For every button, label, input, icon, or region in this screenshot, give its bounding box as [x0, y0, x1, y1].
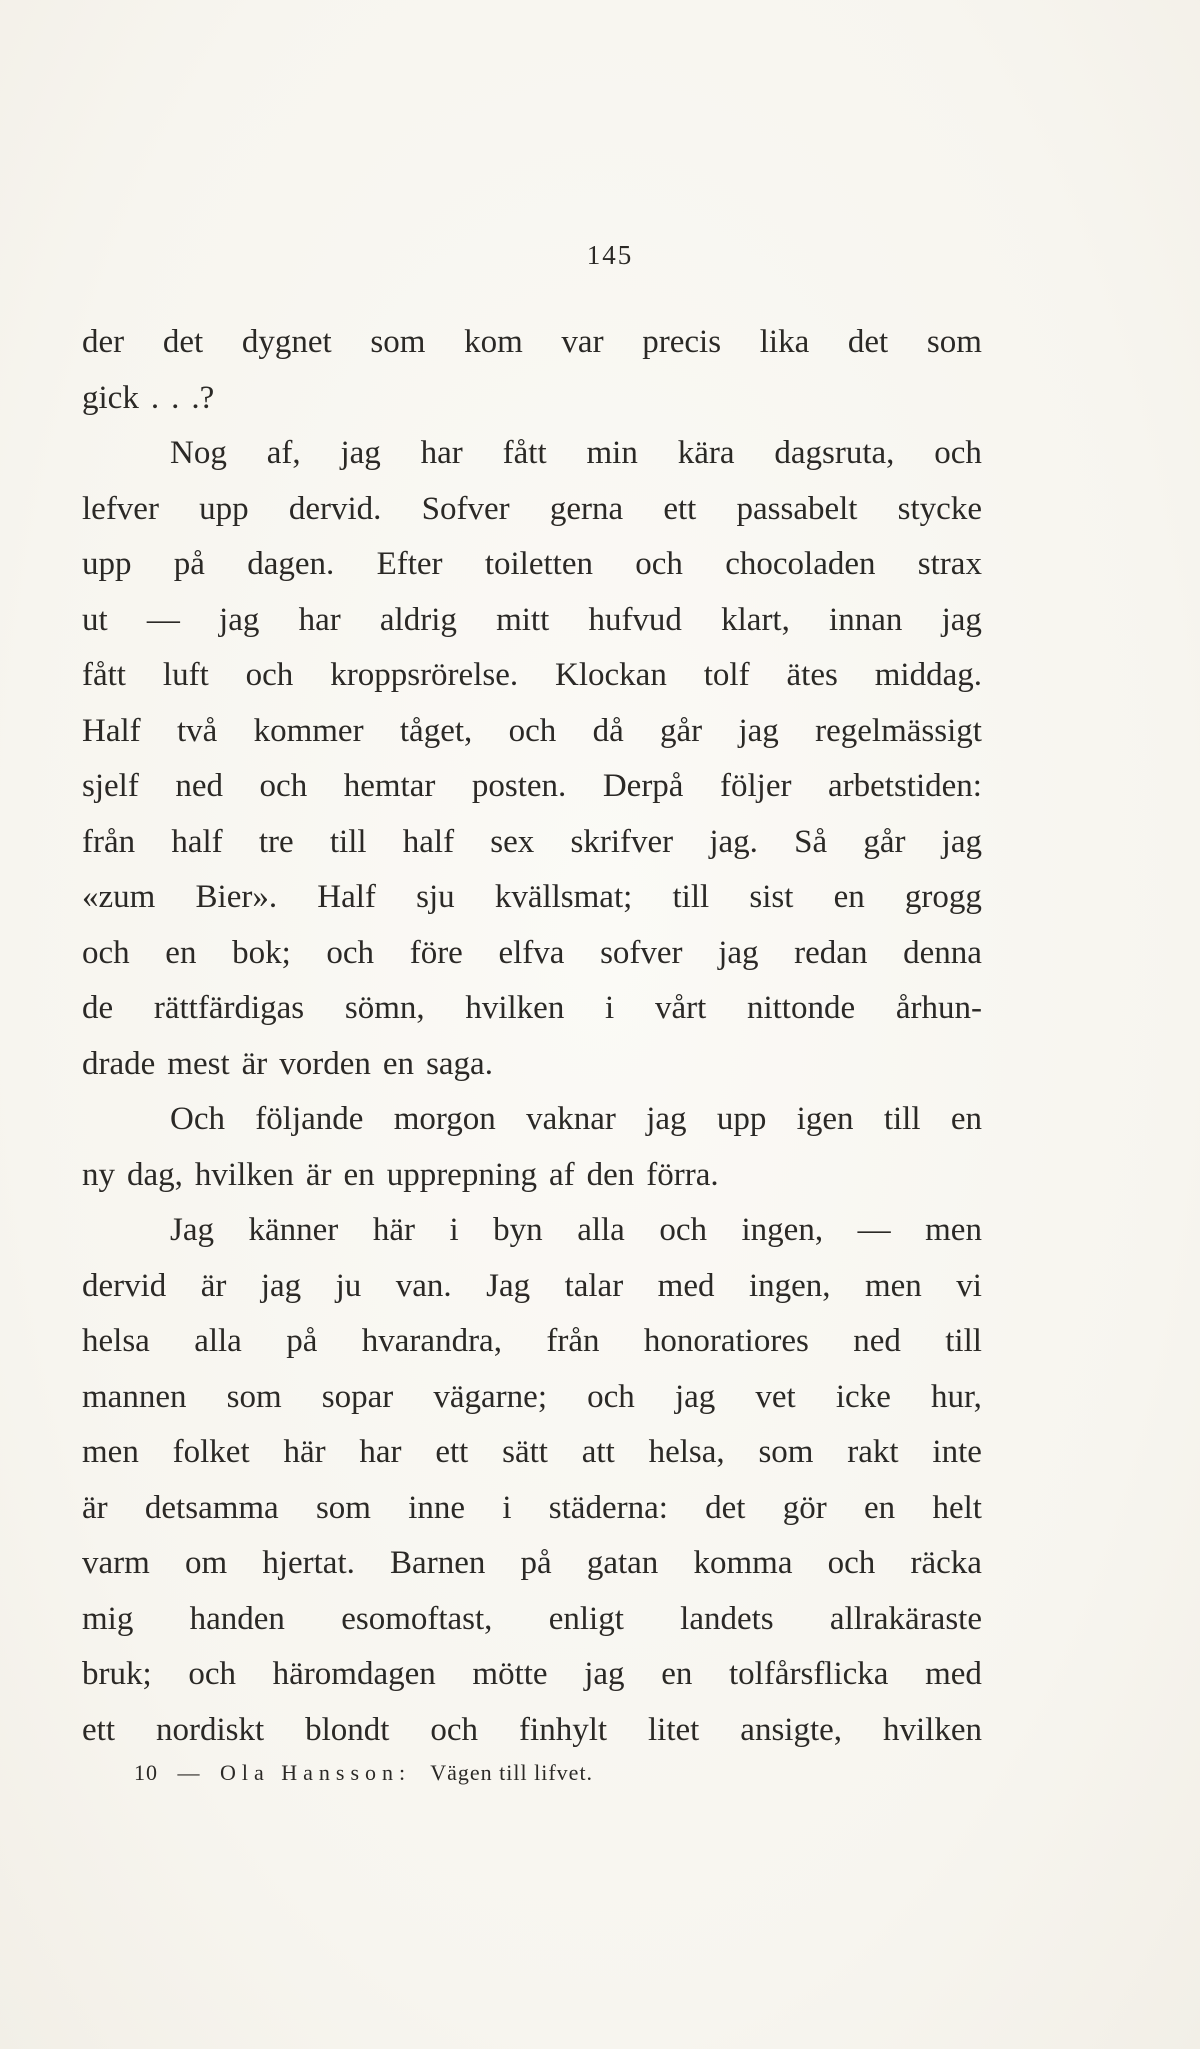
text-line: gick . . .? — [82, 379, 215, 416]
text-line: Half två kommer tåget, och då går jag regelmässigt — [82, 712, 982, 749]
text-line: helsa alla på hvarandra, från honoratiores ned till — [82, 1323, 982, 1359]
text-line: varm om hjertat. Barnen på gatan komma och räcka — [82, 1545, 982, 1581]
text-line: Nog af, jag har fått min kära dagsruta, och — [170, 435, 982, 471]
text-line: ut — jag har aldrig mitt hufvud klart, innan jag — [82, 601, 982, 638]
text-line: ett nordiskt blondt och finhylt litet ansigte, hvilken — [82, 1711, 982, 1748]
text-line: der det dygnet som kom var precis lika det som — [82, 324, 982, 360]
text-line: dervid är jag ju van. Jag talar med ingen, men vi — [82, 1267, 982, 1304]
page-number: 145 — [586, 240, 634, 270]
text-line: ny dag, hvilken är en upprepning af den förra. — [82, 1156, 719, 1193]
text-line: men folket här har ett sätt att helsa, som rakt inte — [82, 1434, 982, 1470]
text-line: drade mest är vorden en saga. — [82, 1045, 493, 1082]
text-line: bruk; och häromdagen mötte jag en tolfårsflicka med — [82, 1656, 982, 1692]
text-line: mig handen esomoftast, enligt landets allrakäraste — [82, 1600, 982, 1637]
text-line: «zum Bier». Half sju kvällsmat; till sist en grogg — [82, 879, 982, 915]
footer-signature-line — [134, 1760, 593, 1786]
text-line: mannen som sopar vägarne; och jag vet icke hur, — [82, 1378, 982, 1415]
text-line: och en bok; och före elfva sofver jag redan denna — [82, 934, 982, 971]
signature-number: 10 — [134, 1760, 158, 1785]
text-line: lefver upp dervid. Sofver gerna ett passabelt stycke — [82, 490, 982, 527]
text-line: Och följande morgon vaknar jag upp igen till en — [170, 1101, 982, 1137]
body-text — [82, 315, 982, 1758]
text-line: är detsamma som inne i städerna: det gör en helt — [82, 1489, 982, 1526]
footer-author: Ola Hansson: — [220, 1760, 412, 1785]
text-line: från half tre till half sex skrifver jag. Så går jag — [82, 823, 982, 860]
text-line: fått luft och kroppsrörelse. Klockan tolf ätes middag. — [82, 657, 982, 693]
text-line: upp på dagen. Efter toiletten och chocoladen strax — [82, 546, 982, 582]
text-line: de rättfärdigas sömn, hvilken i vårt nittonde århun- — [82, 990, 982, 1026]
signature-dash: — — [177, 1760, 201, 1785]
text-line: sjelf ned och hemtar posten. Derpå följer arbetstiden: — [82, 768, 982, 804]
text-line: Jag känner här i byn alla och ingen, — men — [170, 1212, 982, 1248]
footer-title: Vägen till lifvet. — [430, 1760, 594, 1785]
